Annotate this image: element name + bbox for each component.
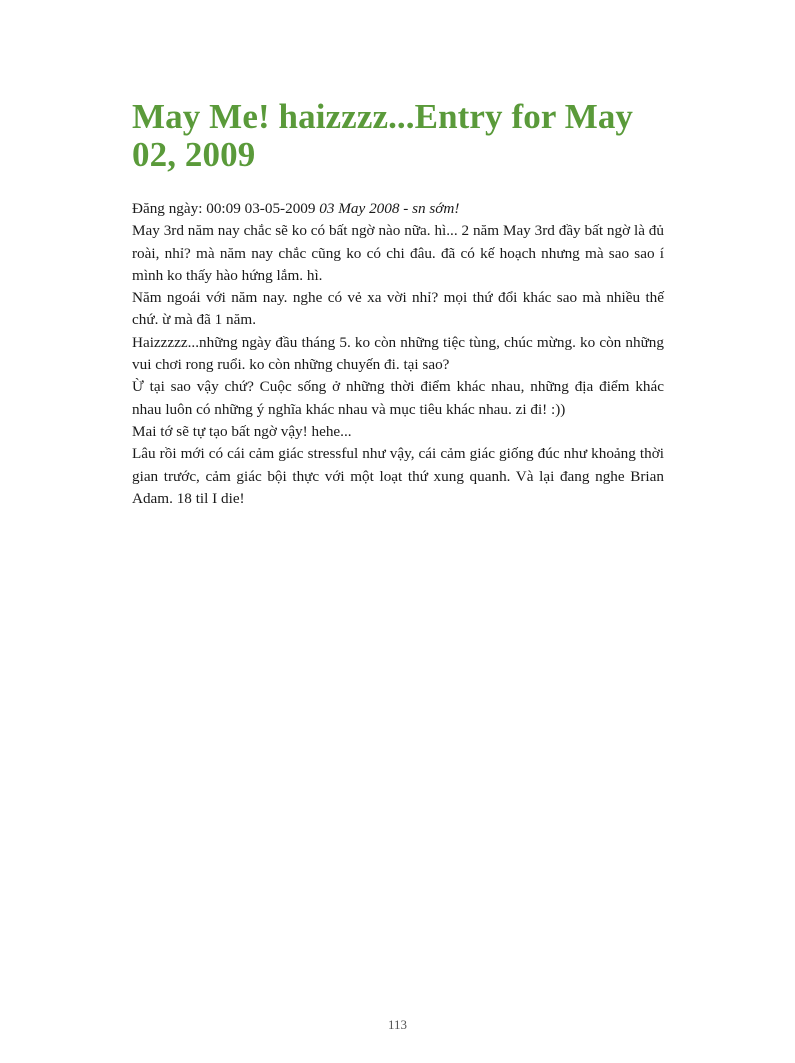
posted-date: Đăng ngày: 00:09 03-05-2009 xyxy=(132,200,316,217)
paragraph: Mai tớ sẽ tự tạo bất ngờ vậy! hehe... xyxy=(132,422,352,440)
paragraph: Năm ngoái với năm nay. nghe có vẻ xa vời nhỉ? mọi thứ đổi khác sao mà nhiều thế chứ. ừ mà đã 1 năm. xyxy=(132,289,664,329)
paragraph: Ừ tại sao vậy chứ? Cuộc sống ở những thời điểm khác nhau, những địa điểm khác nhau luôn có những ý nghĩa khác nhau và mục tiêu khác nhau. zi đi! :)) xyxy=(132,378,664,418)
paragraph: May 3rd năm nay chắc sẽ ko có bất ngờ nào nữa. hì... 2 năm May 3rd đầy bất ngờ là đủ roài, nhỉ? mà năm nay chắc cũng ko có chi đâu. đã có kế hoạch nhưng mà sao sao í mình ko thấy hào hứng lắm. hì. xyxy=(132,222,664,284)
entry-title: May Me! haizzzz...Entry for May 02, 2009 xyxy=(132,97,634,174)
paragraph: Haizzzzz...những ngày đầu tháng 5. ko còn những tiệc tùng, chúc mừng. ko còn những vui chơi rong ruổi. ko còn những chuyến đi. tại sao? xyxy=(132,333,664,374)
document-page xyxy=(132,98,664,510)
paragraph: Lâu rồi mới có cái cảm giác stressful như vậy, cái cảm giác giống đúc như khoảng thời gian trước, cảm giác bội thực với một loạt thứ xung quanh. Và lại đang nghe Brian Adam. 18 til I die! xyxy=(132,445,664,507)
entry-meta xyxy=(132,198,664,220)
entry-subtitle: 03 May 2008 - sn sớm! xyxy=(319,200,460,217)
page-number: 113 xyxy=(387,1017,408,1032)
entry-body xyxy=(132,198,664,510)
